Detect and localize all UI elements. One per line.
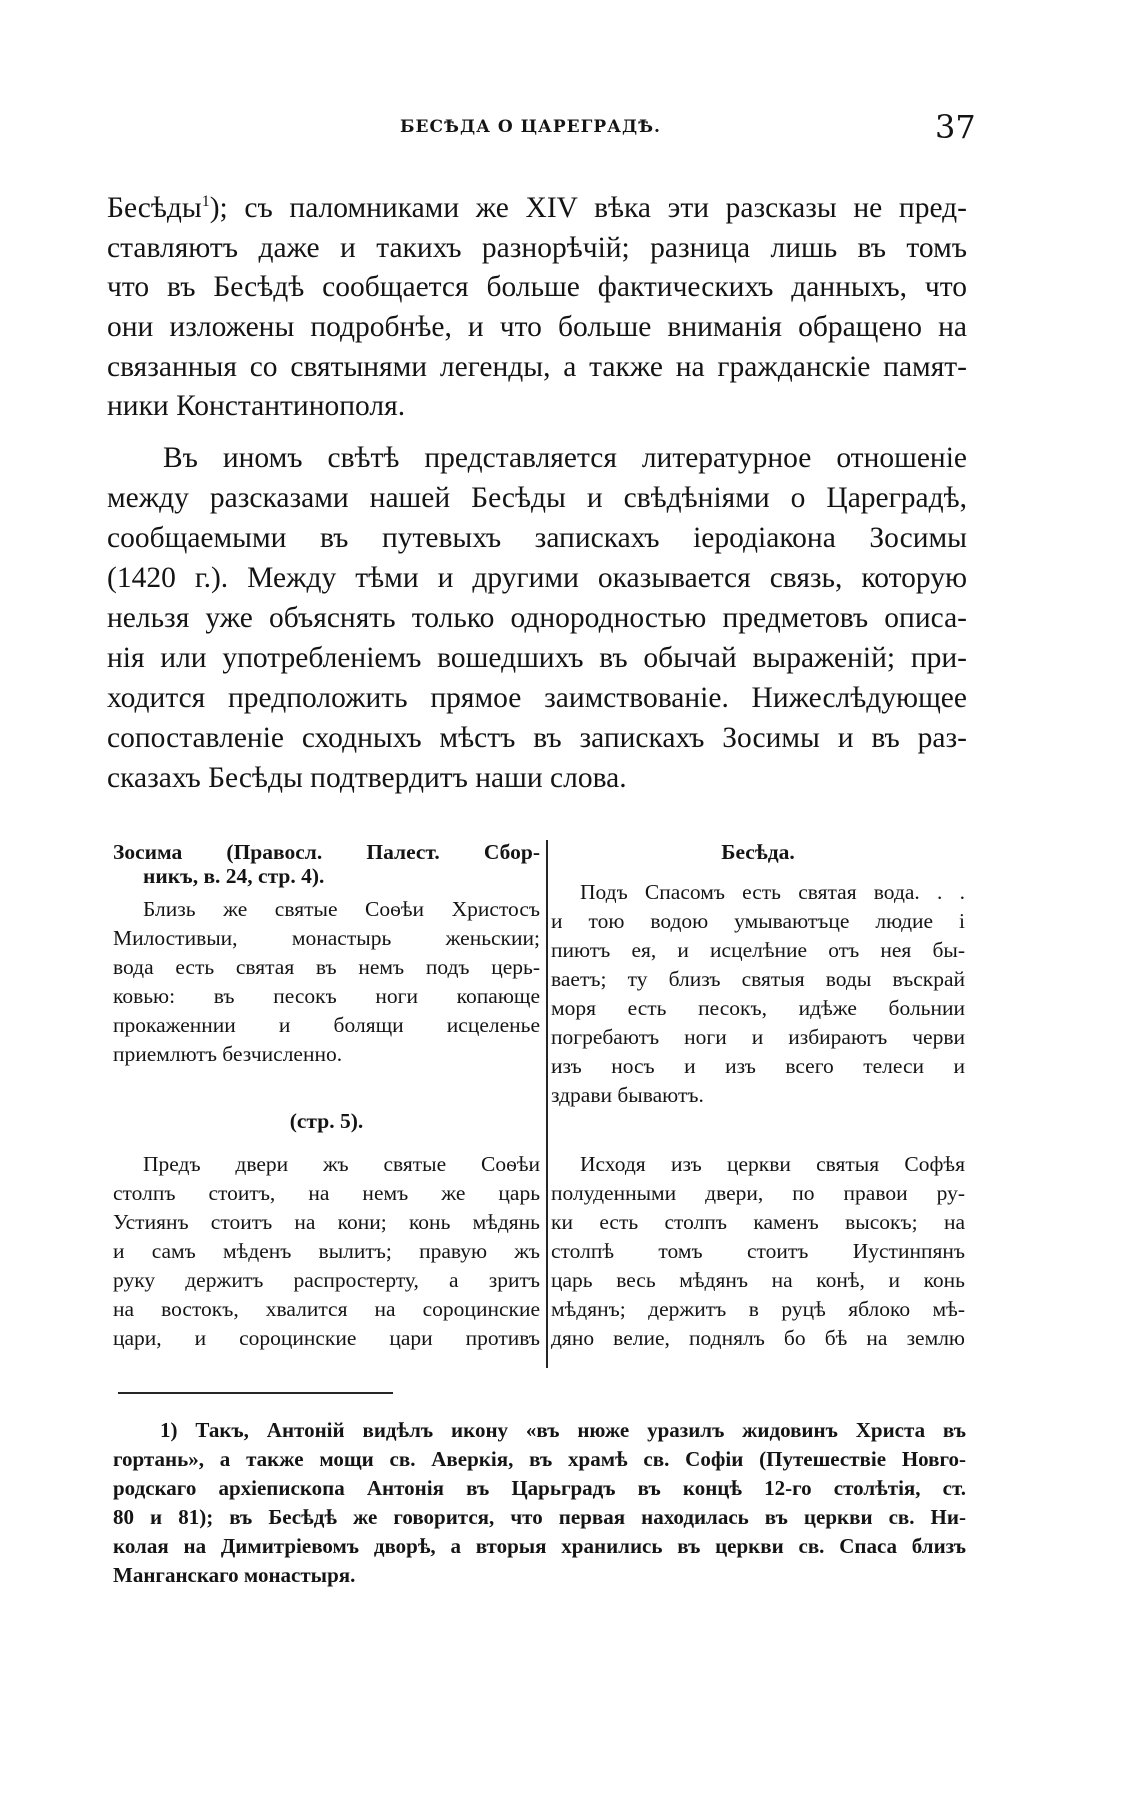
left-column-line: вода есть святая въ немъ подъ церь- <box>113 955 540 979</box>
right-column-line: здрави бываютъ. <box>551 1083 704 1107</box>
left-column-line: прокаженнии и болящи исцеленье <box>113 1013 540 1037</box>
footnote-line: 1) Такъ, Антоній видѣлъ икону «въ нюже уразилъ жидовинъ Христа въ <box>160 1418 966 1442</box>
column-divider <box>546 840 548 1368</box>
left-column-heading: Зосима (Правосл. Палест. Сбор- <box>113 840 540 864</box>
left-column-line: Устиянъ стоитъ на кони; конь мѣдянь <box>113 1210 540 1234</box>
main-text-line: сказахъ Бесѣды подтвердитъ наши слова. <box>107 762 627 794</box>
main-text-line: (1420 г.). Между тѣми и другими оказывается связь, которую <box>107 562 967 594</box>
right-column-line: Исходя изъ церкви святыя Софѣя <box>580 1152 965 1176</box>
main-text-line: связанныя со святынями легенды, а также на гражданскіе памят- <box>107 351 967 383</box>
footnote-line: 80 и 81); въ Бесѣдѣ же говорится, что первая находилась въ церкви св. Ни- <box>113 1505 966 1529</box>
main-text-line: они изложены подробнѣе, и что больше вниманія обращено на <box>107 311 967 343</box>
right-column-line: столпѣ томъ стоитъ Иустинпянъ <box>551 1239 965 1263</box>
right-column-line: изъ носъ и изъ всего телеси и <box>551 1054 965 1078</box>
main-text-line: Бесѣды$^1$); съ паломниками же XIV вѣка эти разсказы не пред- <box>107 192 967 224</box>
left-column-subheading: (стр. 5). <box>289 1109 364 1133</box>
right-column-line: полуденными двери, по правои ру- <box>551 1181 965 1205</box>
main-text-line: нельзя уже объяснять только однородностью предметовъ описа- <box>107 602 967 634</box>
right-column-heading: Бесѣда. <box>721 840 795 864</box>
main-text-line: ходится предположить прямое заимствованіе. Нижеслѣдующее <box>107 682 967 714</box>
main-text-line: Въ иномъ свѣтѣ представляется литературное отношеніе <box>163 442 967 474</box>
main-text-line: ставляютъ даже и такихъ разнорѣчій; разница лишь въ томъ <box>107 232 967 264</box>
main-text-line: между разсказами нашей Бесѣды и свѣдѣніями о Цареградѣ, <box>107 482 967 514</box>
left-column-line: столпъ стоитъ, на немъ же царь <box>113 1181 540 1205</box>
page-number: 37 <box>935 108 976 146</box>
left-column-line: цари, и сороцинские цари противъ <box>113 1326 540 1350</box>
right-column-line: и тою водою умываютъце людие і <box>551 909 965 933</box>
right-column-line: моря есть песокъ, идѣже больнии <box>551 996 965 1020</box>
main-text-line: сообщаемыми въ путевыхъ запискахъ іеродіакона Зосимы <box>107 522 967 554</box>
main-text-line: нія или употребленіемъ вошедшихъ въ обычай выраженій; при- <box>107 642 967 674</box>
left-column-line: Близь же святые Соѳѣи Христосъ <box>143 897 540 921</box>
left-column-line: приемлютъ безчисленно. <box>113 1042 343 1066</box>
left-column-line: Милостивыи, монастырь женьскии; <box>113 926 540 950</box>
left-column-line: руку держитъ распростерту, а зритъ <box>113 1268 540 1292</box>
footnote-rule <box>118 1392 393 1394</box>
footnote-line: Манганскаго монастыря. <box>113 1563 356 1587</box>
footnote-mark: 1 <box>201 193 210 211</box>
footnote-line: родскаго архіепископа Антонія въ Царьградъ въ концѣ 12-го столѣтія, ст. <box>113 1476 966 1500</box>
right-column-line: дяно велие, поднялъ бо бѣ на землю <box>551 1326 965 1350</box>
left-column-heading: никъ, в. 24, стр. 4). <box>143 864 325 888</box>
main-text-line: сопоставленіе сходныхъ мѣстъ въ запискахъ Зосимы и въ раз- <box>107 722 967 754</box>
left-column-line: на востокъ, хвалится на сороцинские <box>113 1297 540 1321</box>
right-column-line: погребаютъ ноги и избираютъ черви <box>551 1025 965 1049</box>
footnote-line: колая на Димитріевомъ дворѣ, а вторыя хранились въ церкви св. Спаса близъ <box>113 1534 966 1558</box>
left-column-line: и самъ мѣденъ вылитъ; правую жъ <box>113 1239 540 1263</box>
left-column-line: ковью: въ песокъ ноги копающе <box>113 984 540 1008</box>
main-text-line: ники Константинополя. <box>107 390 406 422</box>
right-column-line: ки есть столпъ каменъ высокъ; на <box>551 1210 965 1234</box>
left-column-line: Предъ двери жъ святые Соѳѣи <box>143 1152 540 1176</box>
right-column-line: мѣдянъ; держитъ в руцѣ яблоко мѣ- <box>551 1297 965 1321</box>
right-column-line: ваетъ; ту близъ святыя воды въскрай <box>551 967 965 991</box>
right-column-line: Подъ Спасомъ есть святая вода. . . <box>580 880 965 904</box>
right-column-line: царь весь мѣдянъ на конѣ, и конь <box>551 1268 965 1292</box>
footnote-line: гортань», а также мощи св. Аверкія, въ храмѣ св. Софіи (Путешествіе Новго- <box>113 1447 966 1471</box>
running-title: БЕСѢДА О ЦАРЕГРАДѢ. <box>400 117 661 137</box>
right-column-line: пиютъ ея, и исцелѣние отъ нея бы- <box>551 938 965 962</box>
main-text-line: что въ Бесѣдѣ сообщается больше фактическихъ данныхъ, что <box>107 271 967 303</box>
